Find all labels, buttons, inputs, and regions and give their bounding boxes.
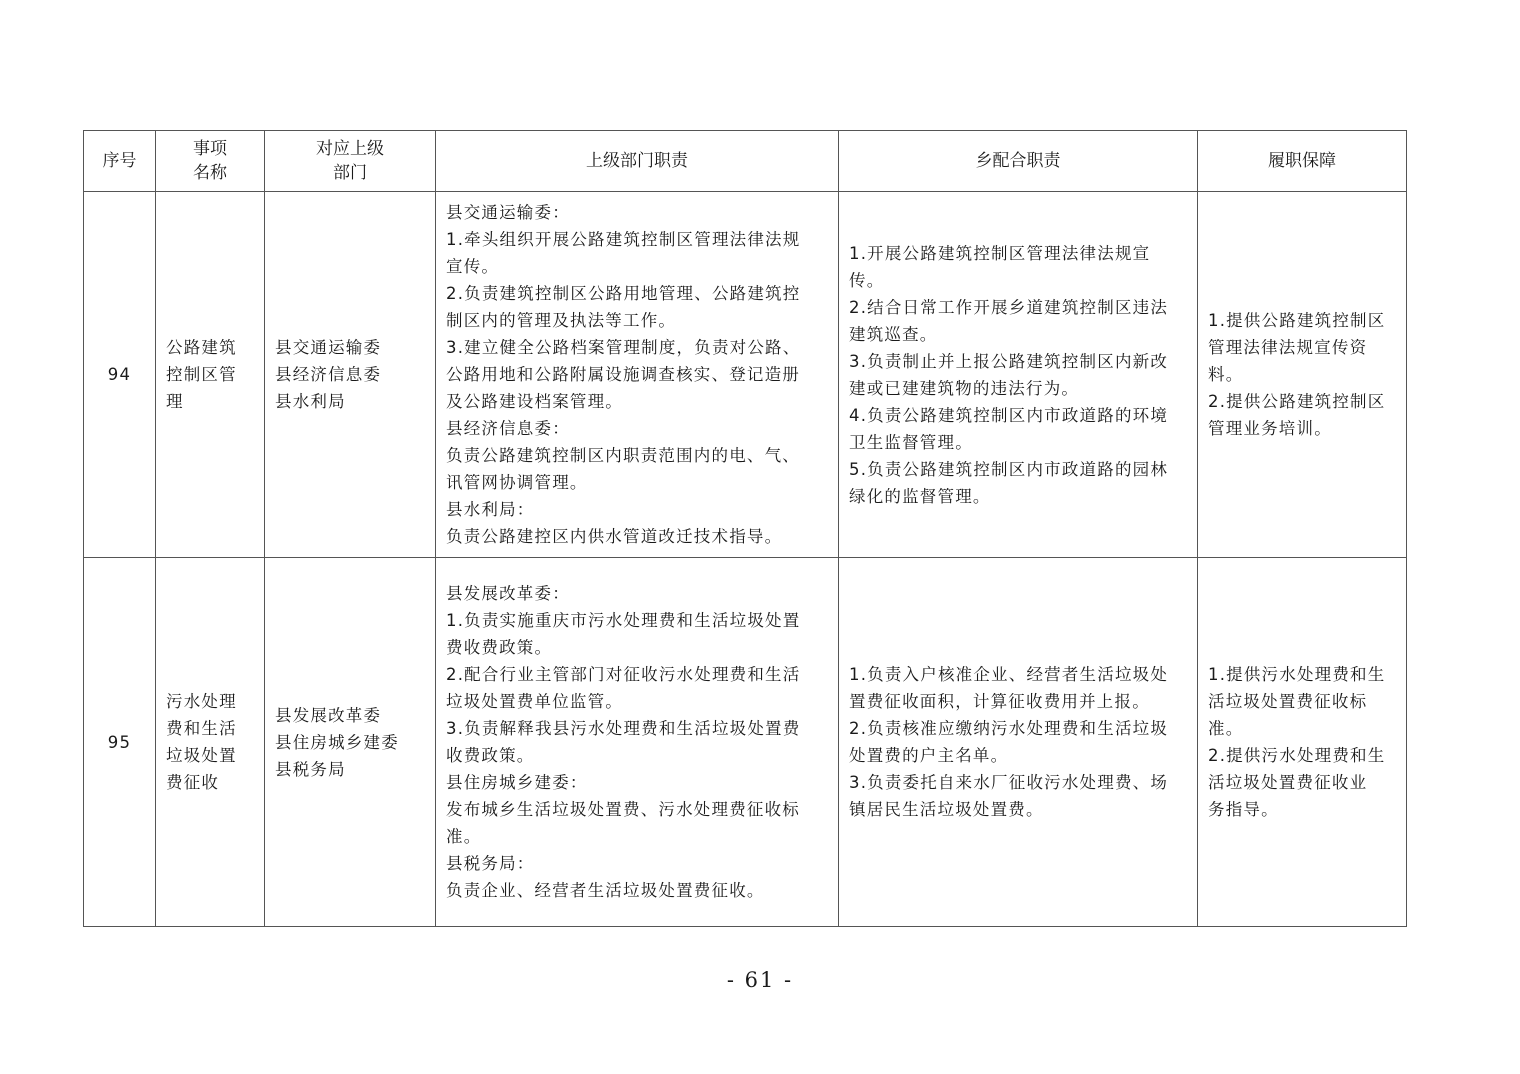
text-line: 县经济信息委 <box>275 365 382 384</box>
header-duty-guarantee: 履职保障 <box>1198 131 1407 192</box>
text-line: 县税务局 <box>275 759 346 779</box>
text-line: 县住房城乡建委 <box>275 732 399 752</box>
row-serial-number: 94 <box>84 192 156 558</box>
text-line: 理 <box>166 392 184 411</box>
text-line: 4.负责公路建筑控制区内市政道路的环境 <box>849 405 1169 425</box>
text-line: 建或已建建筑物的违法行为。 <box>849 378 1080 398</box>
text-line: 及公路建设档案管理。 <box>446 392 623 411</box>
text-line: 3.负责委托自来水厂征收污水处理费、场 <box>849 773 1169 792</box>
text-line: 1.负责实施重庆市污水处理费和生活垃圾处置 <box>446 611 801 630</box>
row-superior-departments <box>265 192 436 558</box>
row-township-duties <box>839 192 1198 558</box>
text-line: 3.负责制止并上报公路建筑控制区内新改 <box>849 351 1169 371</box>
row-township-duties <box>839 558 1198 927</box>
text-line: 建筑巡查。 <box>849 324 938 344</box>
text-line: 2.负责建筑控制区公路用地管理、公路建筑控 <box>446 284 801 303</box>
text-line: 垃圾处置费单位监管。 <box>446 692 623 711</box>
text-line: 污水处理 <box>166 692 237 711</box>
row-superior-duties <box>436 192 839 558</box>
text-line: 1.提供公路建筑控制区 <box>1208 311 1386 330</box>
text-line: 县水利局： <box>446 500 535 519</box>
header-item-name: 事项 名称 <box>156 131 265 192</box>
text-line: 公路用地和公路附属设施调查核实、登记造册 <box>446 365 800 384</box>
text-line: 负责企业、经营者生活垃圾处置费征收。 <box>446 881 765 900</box>
row-superior-duties <box>436 558 839 927</box>
text-line: 1.牵头组织开展公路建筑控制区管理法律法规 <box>446 230 801 249</box>
text-line: 负责公路建控区内供水管道改迁技术指导。 <box>446 527 783 546</box>
row-item-name <box>156 192 265 558</box>
text-line: 2.配合行业主管部门对征收污水处理费和生活 <box>446 665 801 684</box>
text-line: 县发展改革委： <box>446 584 570 603</box>
text-line: 卫生监督管理。 <box>849 432 973 452</box>
text-line: 收费政策。 <box>446 746 535 765</box>
text-line: 活垃圾处置费征收标 <box>1208 692 1368 711</box>
table-row <box>84 558 1407 927</box>
text-line: 负责公路建筑控制区内职责范围内的电、气、 <box>446 446 800 465</box>
text-line: 料。 <box>1208 365 1244 384</box>
header-serial-number: 序号 <box>84 131 156 192</box>
text-line: 费收费政策。 <box>446 638 553 657</box>
table-row <box>84 192 1407 558</box>
row-duty-guarantee <box>1198 558 1407 927</box>
text-line: 费征收 <box>166 773 220 792</box>
text-line: 县经济信息委： <box>446 419 570 438</box>
text-line: 准。 <box>446 827 482 846</box>
row-item-name <box>156 558 265 927</box>
table-header-row <box>84 131 1407 192</box>
text-line: 县交通运输委： <box>446 203 570 222</box>
text-line: 公路建筑 <box>166 338 237 357</box>
text-line: 3.负责解释我县污水处理费和生活垃圾处置费 <box>446 719 801 738</box>
text-line: 务指导。 <box>1208 800 1279 819</box>
text-line: 准。 <box>1208 719 1244 738</box>
text-line: 控制区管 <box>166 365 237 384</box>
text-line: 镇居民生活垃圾处置费。 <box>849 800 1044 819</box>
page-number: - 61 - <box>726 968 794 992</box>
text-line: 县税务局： <box>446 854 535 873</box>
text-line: 2.结合日常工作开展乡道建筑控制区违法 <box>849 297 1169 317</box>
text-line: 讯管网协调管理。 <box>446 473 588 492</box>
text-line: 1.提供污水处理费和生 <box>1208 665 1386 684</box>
text-line: 费和生活 <box>166 719 237 738</box>
text-line: 垃圾处置 <box>166 746 237 765</box>
text-line: 2.负责核准应缴纳污水处理费和生活垃圾 <box>849 719 1169 738</box>
row-serial-number: 95 <box>84 558 156 927</box>
text-line: 制区内的管理及执法等工作。 <box>446 311 677 330</box>
text-line: 管理业务培训。 <box>1208 419 1332 438</box>
text-line: 2.提供污水处理费和生 <box>1208 746 1386 765</box>
header-superior-department: 对应上级 部门 <box>265 131 436 192</box>
text-line: 县交通运输委 <box>275 338 382 357</box>
text-line: 处置费的户主名单。 <box>849 746 1009 765</box>
text-line: 宣传。 <box>446 257 500 276</box>
text-line: 2.提供公路建筑控制区 <box>1208 392 1386 411</box>
text-line: 县住房城乡建委： <box>446 773 588 792</box>
header-superior-duties: 上级部门职责 <box>436 131 839 192</box>
text-line: 活垃圾处置费征收业 <box>1208 773 1368 792</box>
row-duty-guarantee <box>1198 192 1407 558</box>
text-line: 1.负责入户核准企业、经营者生活垃圾处 <box>849 665 1169 684</box>
text-line: 发布城乡生活垃圾处置费、污水处理费征收标 <box>446 800 800 819</box>
row-superior-departments <box>265 558 436 927</box>
text-line: 管理法律法规宣传资 <box>1208 338 1368 357</box>
text-line: 3.建立健全公路档案管理制度，负责对公路、 <box>446 338 801 357</box>
text-line: 县发展改革委 <box>275 705 382 725</box>
text-line: 5.负责公路建筑控制区内市政道路的园林 <box>849 459 1169 479</box>
header-township-duties: 乡配合职责 <box>839 131 1198 192</box>
text-line: 置费征收面积，计算征收费用并上报。 <box>849 692 1150 711</box>
text-line: 传。 <box>849 270 885 290</box>
text-line: 绿化的监督管理。 <box>849 486 991 506</box>
text-line: 县水利局 <box>275 392 346 411</box>
responsibility-table <box>83 130 1407 927</box>
text-line: 1.开展公路建筑控制区管理法律法规宣 <box>849 243 1151 263</box>
